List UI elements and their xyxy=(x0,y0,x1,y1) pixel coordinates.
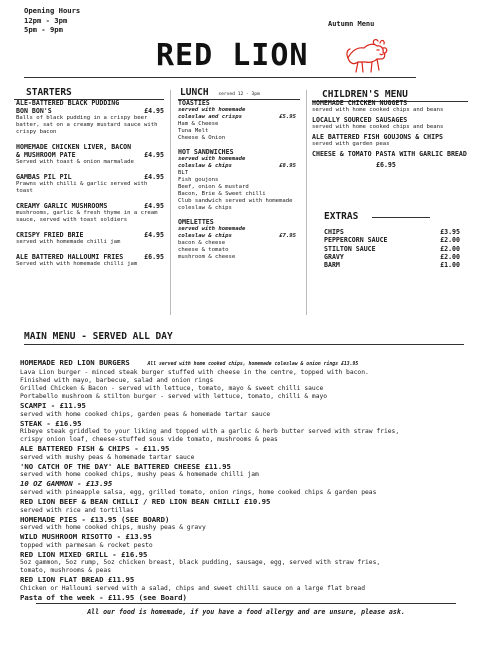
extra-name: CHIPS xyxy=(324,228,344,236)
starter-desc: Served with toast & onion marmalade xyxy=(16,159,134,165)
childrens-item-name: HOMEMADE CHICKEN NUGGETS xyxy=(312,99,408,107)
lunch-heading xyxy=(180,87,260,98)
extras-row xyxy=(324,228,460,236)
dish-desc: served with rice and tortillas xyxy=(20,506,134,514)
dish-desc: served with home cooked chips, mushy peas & homemade chilli jam xyxy=(20,471,259,479)
extra-price: £2.00 xyxy=(440,236,460,245)
dish-name: HOMEMADE PIES - £13.95 (SEE BOARD) xyxy=(20,514,170,524)
childrens-item-name: ALE BATTERED FISH GOUJONS & CHIPS xyxy=(312,133,444,141)
childrens-list xyxy=(312,99,470,169)
childrens-heading: CHILDREN'S MENU xyxy=(322,89,408,100)
starter-name: ALE BATTERED HALLOUMI FRIES xyxy=(16,253,124,261)
extras-row xyxy=(324,236,460,244)
lunch-line: cheese & tomato xyxy=(178,247,229,253)
starter-name: CREAMY GARLIC MUSHROOMS xyxy=(16,202,108,210)
lunch-section xyxy=(178,148,296,212)
childrens-item-desc: served with home cooked chips and beans xyxy=(312,124,444,130)
dish-desc: served with mushy peas & homemade tartar sauce xyxy=(20,453,195,461)
starter-desc: Prawns with chilli & garlic served with toast xyxy=(16,181,148,194)
lunch-line: BLT xyxy=(178,170,189,176)
extra-price: £2.00 xyxy=(440,252,460,261)
starter-desc: Served with with homemade chilli jam xyxy=(16,261,138,267)
header-rule xyxy=(24,77,416,78)
dish-name: STEAK - £16.95 xyxy=(20,418,82,428)
starter-name: GAMBAS PIL PIL xyxy=(16,173,72,181)
lunch-line: Beef, onion & mustard xyxy=(178,184,249,190)
dish-name: WILD MUSHROOM RISOTTO - £13.95 xyxy=(20,532,152,542)
hours-lunch: 12pm - 3pm xyxy=(24,15,68,25)
opening-hours xyxy=(24,6,80,35)
dish-name: Pasta of the week - £11.95 (see Board) xyxy=(20,592,187,602)
starter-desc: Balls of black pudding in a crispy beer batter, sat on a creamy mustard sauce with crispy bacon xyxy=(16,115,158,135)
starter-item xyxy=(16,253,164,268)
childrens-item-desc: served with garden peas xyxy=(312,141,390,147)
dish-name: ALE BATTERED FISH & CHIPS - £11.95 xyxy=(20,444,170,454)
lunch-section-name: HOT SANDWICHES xyxy=(178,148,234,156)
starter-price: £4.95 xyxy=(144,151,164,159)
burger-line: Lava Lion burger - minced steak burger stuffed with cheese in the centre, topped with bacon. xyxy=(20,369,369,376)
season-label: Autumn Menu xyxy=(328,20,375,28)
dish-desc: served with home cooked chips, garden peas & homemade tartar sauce xyxy=(20,410,271,418)
starter-item xyxy=(16,173,164,195)
lunch-line: Fish goujons xyxy=(178,177,219,183)
dish-desc: topped with parmesan & rocket pesto xyxy=(20,541,153,549)
burgers-note: All served with home cooked chips, homemade coleslaw & onion rings £13.95 xyxy=(147,362,359,367)
dish-name: 10 OZ GAMMON - £13.95 xyxy=(20,479,113,489)
burger-line: Grilled Chicken & Bacon - served with lettuce, tomato, mayo & sweet chilli sauce xyxy=(20,385,324,392)
main-menu-heading: MAIN MENU - SERVED ALL DAY xyxy=(24,331,173,342)
restaurant-title: RED LION xyxy=(156,38,309,73)
lunch-section-price: £8.95 xyxy=(279,163,296,169)
extra-name: BARM xyxy=(324,261,340,270)
burger-line: Finished with mayo, barbecue, salad and onion rings xyxy=(20,377,214,384)
lunch-section xyxy=(178,99,296,142)
starter-desc: mushrooms, garlic & fresh thyme in a cream sauce, served with toast soldiers xyxy=(16,210,158,223)
starter-name: HOMEMADE CHICKEN LIVER, BACON & MUSHROOM PATE xyxy=(16,143,132,159)
starter-item xyxy=(16,231,164,246)
dish-desc: tomato, mushrooms & peas xyxy=(20,567,111,575)
column-divider-left xyxy=(170,90,171,315)
extra-name: GRAVY xyxy=(324,252,344,261)
extra-price: £2.00 xyxy=(440,244,460,253)
childrens-price: £6.95 xyxy=(376,161,396,169)
starter-price: £6.95 xyxy=(144,253,164,261)
starter-item xyxy=(16,99,164,136)
main-menu-rule xyxy=(24,344,464,345)
extras-list xyxy=(324,228,460,269)
dish-name: 'NO CATCH OF THE DAY' ALE BATTERED CHEESE £11.95 xyxy=(20,461,231,471)
dish-name: RED LION FLAT BREAD £11.95 xyxy=(20,575,135,585)
burgers-header xyxy=(20,350,470,369)
dish-desc: served with pineapple salsa, egg, grilled tomato, onion rings, home cooked chips & garden peas xyxy=(20,488,377,496)
dish-desc: served with home cooked chips, mushy peas & gravy xyxy=(20,524,206,532)
lunch-line: Cheese & Onion xyxy=(178,135,226,141)
starter-price: £4.95 xyxy=(144,202,164,210)
lunch-line: Bacon, Brie & Sweet chilli xyxy=(178,191,266,197)
lunch-section-name: TOASTIES xyxy=(178,99,210,107)
lunch-line: Ham & Cheese xyxy=(178,121,219,127)
lunch-section-note: served with homemade coleslaw & chips xyxy=(178,156,246,169)
extras-row xyxy=(324,253,460,261)
dish-name: RED LION MIXED GRILL - £16.95 xyxy=(20,549,148,559)
extra-price: £3.95 xyxy=(440,228,460,236)
lunch-heading-text: LUNCH xyxy=(180,87,209,98)
lunch-section-note: served with homemade coleslaw & chips xyxy=(178,226,246,239)
lunch-section-name: OMELETTES xyxy=(178,218,214,226)
childrens-item xyxy=(312,116,470,131)
extras-row xyxy=(324,261,460,269)
starters-heading: STARTERS xyxy=(26,87,72,98)
childrens-item-name: LOCALLY SOURCED SAUSAGES xyxy=(312,116,408,124)
starter-name: ALE-BATTERED BLACK PUDDING BON BON'S xyxy=(16,99,120,115)
allergy-footer: All our food is homemade, if you have a food allergy and are unsure, please ask. xyxy=(87,608,405,616)
lunch-list xyxy=(178,99,296,267)
lunch-section xyxy=(178,218,296,261)
starter-name: CRISPY FRIED BRIE xyxy=(16,231,84,239)
dish-name: RED LION BEEF & BEAN CHILLI / RED LION BEAN CHILLI £10.95 xyxy=(20,496,271,506)
burgers-title: HOMEMADE RED LION BURGERS xyxy=(20,358,130,367)
lunch-line: Club sandwich served with homemade coleslaw & chips xyxy=(178,198,293,211)
dish-name: SCAMPI - £11.95 xyxy=(20,401,86,410)
starter-price: £4.95 xyxy=(144,173,164,181)
opening-hours-title: Opening Hours xyxy=(24,6,81,15)
extra-price: £1.00 xyxy=(440,261,460,270)
extra-name: STILTON SAUCE xyxy=(324,244,376,253)
dish-desc: Ribeye steak griddled to your liking and topped with a garlic & herb butter served with straw fries, xyxy=(20,428,400,436)
extra-name: PEPPERCORN SAUCE xyxy=(324,236,388,245)
starters-list xyxy=(16,99,164,275)
dish-desc: Chicken or Halloumi served with a salad, chips and sweet chilli sauce on a large flat bread xyxy=(20,584,365,592)
childrens-item xyxy=(312,99,470,114)
lunch-line: mushroom & cheese xyxy=(178,254,236,260)
lunch-served-note: served 12 - 3pm xyxy=(218,92,260,97)
starter-price: £4.95 xyxy=(144,107,164,115)
lunch-line: bacon & cheese xyxy=(178,240,226,246)
dish-desc: crispy onion loaf, cheese-stuffed sous vide tomato, mushrooms & peas xyxy=(20,436,278,444)
hours-evening: 5pm - 9pm xyxy=(24,25,63,34)
main-menu-list xyxy=(20,350,470,603)
starter-item xyxy=(16,202,164,224)
column-divider-right xyxy=(306,90,307,315)
starter-desc: served with homemade chilli jam xyxy=(16,239,121,245)
lunch-section-price: £5.95 xyxy=(279,114,296,120)
burger-line: Portabello mushroom & stilton burger - served with lettuce, tomato, chilli & mayo xyxy=(20,393,328,400)
lunch-line: Tuna Melt xyxy=(178,128,209,134)
extras-row xyxy=(324,245,460,253)
childrens-item xyxy=(312,150,470,158)
childrens-item xyxy=(312,133,470,148)
extras-rule xyxy=(372,217,430,218)
lunch-section-note: served with homemade coleslaw and crisps xyxy=(178,107,246,120)
starter-item xyxy=(16,143,164,166)
extras-heading: EXTRAS xyxy=(324,211,359,222)
childrens-item-name: CHEESE & TOMATO PASTA WITH GARLIC BREAD xyxy=(312,150,467,158)
lion-logo-icon xyxy=(344,32,390,78)
childrens-item-desc: served with home cooked chips and beans xyxy=(312,107,444,113)
lunch-section-price: £7.95 xyxy=(279,233,296,239)
dish-desc: 5oz gammon, 5oz rump, 5oz chicken breast, black pudding, sausage, egg, served with straw fries, xyxy=(20,559,381,567)
starter-price: £4.95 xyxy=(144,231,164,239)
